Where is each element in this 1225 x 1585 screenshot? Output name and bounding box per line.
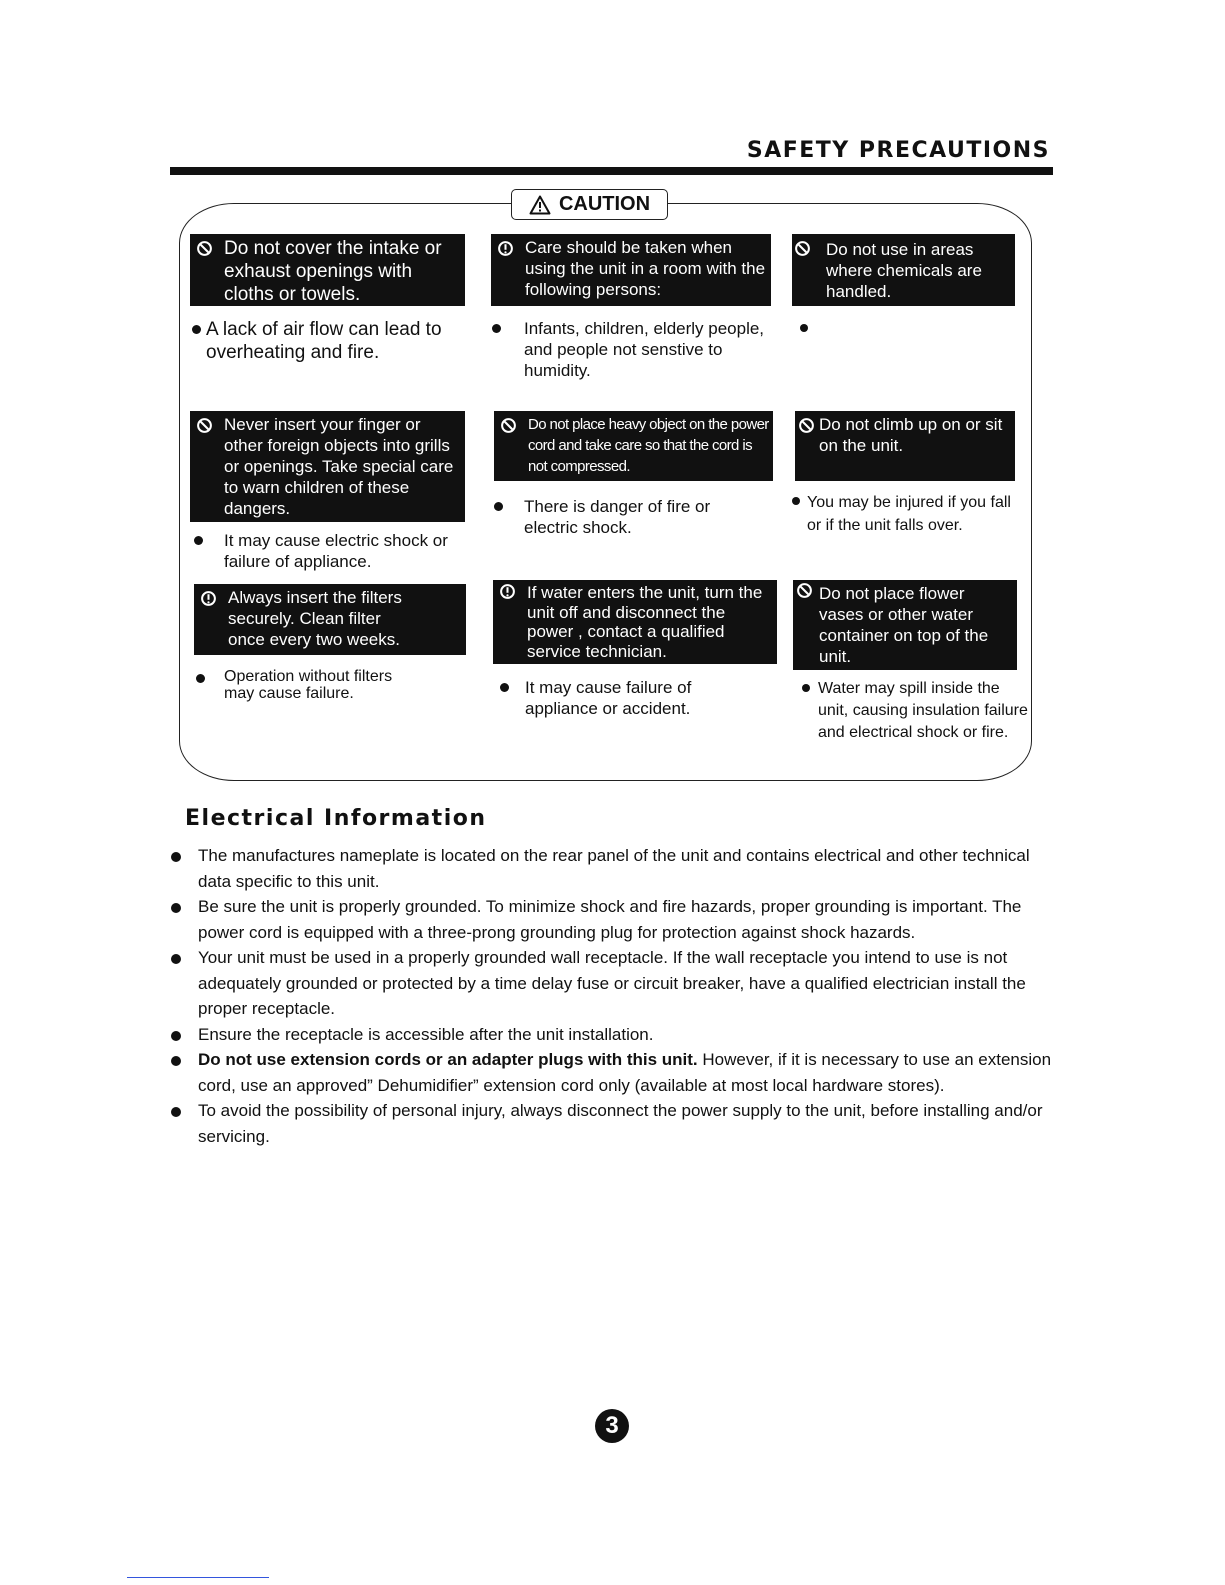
precaution-note-air-flow: A lack of air flow can lead to overheating and fire. — [192, 318, 462, 364]
prohibition-icon — [500, 417, 517, 434]
precaution-box-foreign-objects: Never insert your finger or other foreign objects into grills or openings. Take special care to warn children of these dangers. — [190, 411, 465, 522]
prohibition-icon — [794, 240, 811, 257]
precaution-note-electric-shock: It may cause electric shock or failure of appliance. — [194, 530, 474, 572]
list-item: To avoid the possibility of personal injury, always disconnect the power supply to the unit, before installing and/or servicing. — [170, 1098, 1055, 1149]
warning-triangle-icon — [529, 195, 551, 215]
precaution-note-persons: Infants, children, elderly people, and people not senstive to humidity. — [492, 318, 787, 381]
precaution-box-filters: Always insert the filters securely. Clean filter once every two weeks. — [194, 584, 466, 655]
electrical-list — [170, 843, 1055, 1149]
precaution-box-climb: Do not climb up on or sit on the unit. — [795, 411, 1015, 481]
precaution-box-care-persons: Care should be taken when using the unit in a room with the following persons: — [491, 234, 771, 306]
bullet-icon — [800, 324, 808, 332]
header-rule — [170, 167, 1053, 175]
bullet-icon — [171, 1107, 181, 1117]
attention-icon — [499, 583, 516, 600]
bullet-icon — [792, 497, 800, 505]
bullet-icon — [196, 674, 205, 683]
list-item: The manufactures nameplate is located on the rear panel of the unit and contains electrical and other technical data specific to this unit. — [170, 843, 1055, 894]
prohibition-icon — [196, 417, 213, 434]
extension-cord-warning: Do not use extension cords or an adapter plugs with this unit. — [198, 1050, 698, 1069]
bullet-icon — [192, 325, 201, 334]
precaution-note-water-spill: Water may spill inside the unit, causing insulation failure and electrical shock or fire. — [802, 678, 1032, 744]
precaution-box-cover-openings: Do not cover the intake or exhaust openings with cloths or towels. — [190, 234, 465, 306]
caution-text: CAUTION — [558, 193, 651, 215]
footer-link-line — [127, 1577, 269, 1578]
bullet-icon — [494, 502, 503, 511]
bullet-icon — [171, 852, 181, 862]
bullet-icon — [171, 1031, 181, 1041]
list-item: Be sure the unit is properly grounded. To minimize shock and fire hazards, proper grounding is important. The power cord is equipped with a three-prong grounding plug for protection against shock hazards. — [170, 894, 1055, 945]
precaution-note-injured: You may be injured if you fall or if the unit falls over. — [792, 491, 1020, 537]
bullet-icon — [171, 954, 181, 964]
page-number: 3 — [595, 1409, 629, 1443]
attention-icon — [497, 240, 514, 257]
list-item: Your unit must be used in a properly grounded wall receptacle. If the wall receptacle you intend to use is not adequately grounded or protected by a time delay fuse or circuit breaker, have a qualified electrician install the proper receptacle. — [170, 945, 1055, 1022]
bullet-icon — [802, 684, 810, 692]
prohibition-icon — [798, 417, 815, 434]
bullet-icon — [171, 903, 181, 913]
bullet-icon — [194, 536, 203, 545]
list-item: Do not use extension cords or an adapter plugs with this unit. However, if it is necessary to use an extension cord, use an approved” Dehumidifier” extension cord only (available at most local hardware stores). — [170, 1047, 1055, 1098]
precaution-box-water-enters: If water enters the unit, turn the unit off and disconnect the power , contact a qualified service technician. — [493, 580, 777, 664]
list-item: Ensure the receptacle is accessible after the unit installation. — [170, 1022, 1055, 1048]
prohibition-icon — [196, 240, 213, 257]
prohibition-icon — [796, 582, 813, 599]
precaution-box-flower-vases: Do not place flower vases or other water container on top of the unit. — [793, 580, 1017, 670]
bullet-icon — [171, 1056, 181, 1066]
bullet-icon — [500, 683, 509, 692]
caution-label — [511, 189, 668, 220]
precaution-box-power-cord: Do not place heavy object on the power cord and take care so that the cord is not compressed. — [494, 411, 773, 481]
page-header-title: SAFETY PRECAUTIONS — [746, 138, 1050, 163]
precaution-note-filters: Operation without filters may cause failure. — [196, 668, 456, 702]
precaution-note-fire: There is danger of fire or electric shock. — [494, 496, 764, 538]
electrical-section-title: Electrical Information — [185, 806, 487, 831]
precaution-box-chemicals: Do not use in areas where chemicals are handled. — [792, 234, 1015, 306]
precaution-note-accident: It may cause failure of appliance or accident. — [500, 677, 760, 719]
attention-icon — [200, 590, 217, 607]
bullet-icon — [492, 324, 501, 333]
